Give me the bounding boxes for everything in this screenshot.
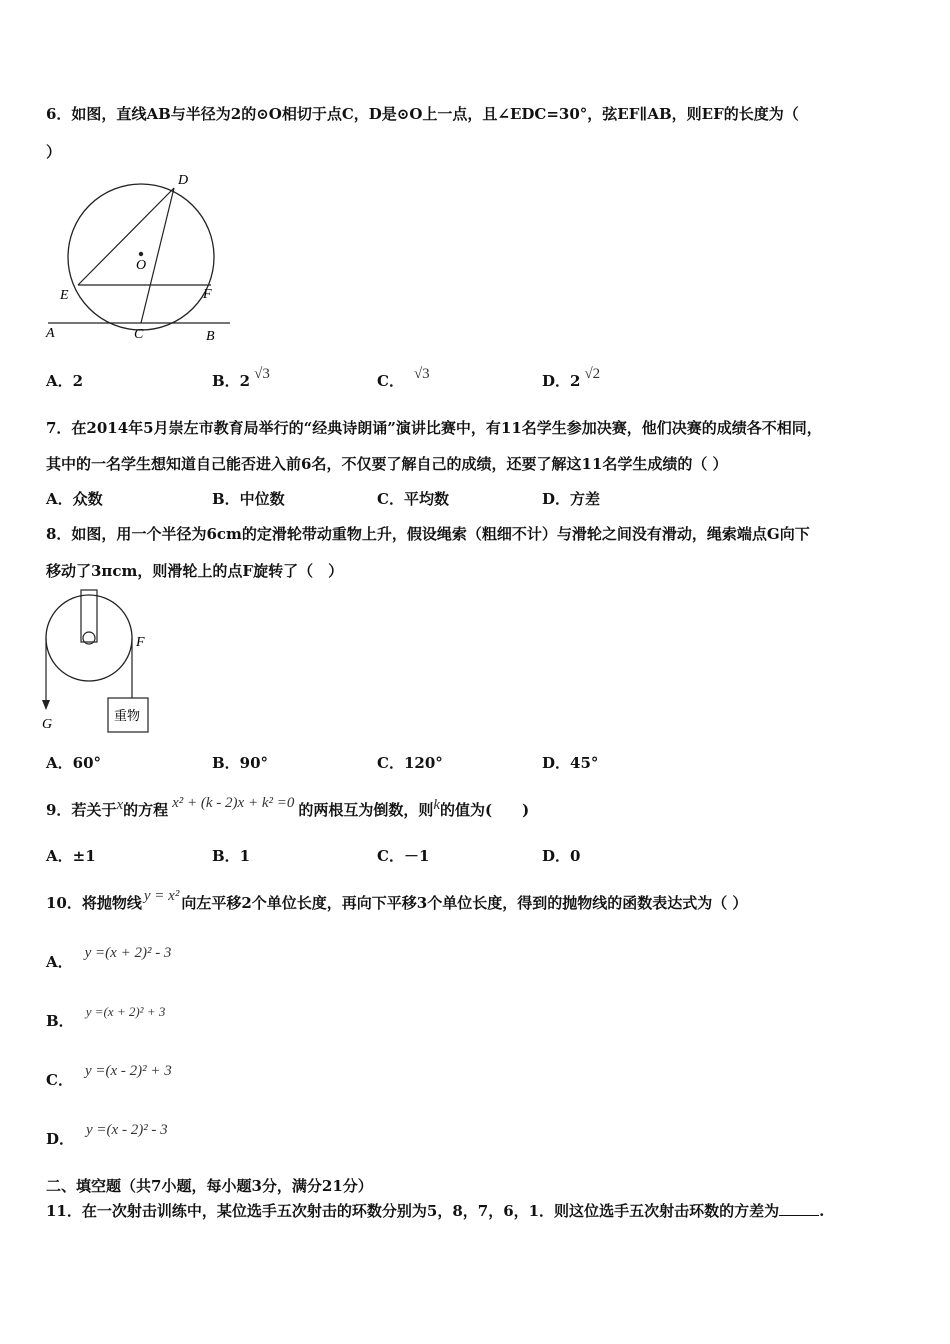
q6-stem-line2: ）	[46, 143, 62, 161]
circle-o	[68, 184, 214, 330]
q9-option-c: C．－1	[377, 847, 430, 865]
q8-option-c: C．120°	[377, 754, 443, 772]
weight-label: 重物	[114, 709, 141, 724]
q8-stem-line1: 8．如图，用一个半径为6cm的定滑轮带动重物上升，假设绳索（粗细不计）与滑轮之间没有滑动，绳索端点G向下	[46, 525, 810, 543]
segment-dc	[141, 188, 174, 323]
q10-formula-c: y =(x - 2)² + 3	[84, 1063, 172, 1079]
label-g: G	[42, 717, 53, 732]
q10-formula-a: y =(x + 2)² - 3	[84, 945, 172, 961]
sqrt3-b: √3	[254, 366, 270, 382]
q8-stem-line2: 移动了3πcm，则滑轮上的点F旋转了（ ）	[46, 562, 344, 580]
q6-stem-line1: 6．如图，直线AB与半径为2的⊙O相切于点C，D是⊙O上一点，且∠EDC=30°，弦EF∥AB，则EF的长度为（	[46, 105, 799, 123]
q10-option-c: C． y =(x - 2)² + 3	[46, 1063, 172, 1089]
q6-option-b: B．2 √3	[212, 366, 270, 390]
q8-option-b: B．90°	[212, 754, 269, 772]
q10-formula-d: y =(x - 2)² - 3	[86, 1122, 168, 1138]
sqrt2-d: √2	[584, 366, 601, 382]
q10-stem: 10．将抛物线 y = x² 向左平移2个单位长度，再向下平移3个单位长度，得到的抛物线的函数表达式为（ ）	[46, 888, 748, 912]
q10-option-a: A． y =(x + 2)² - 3	[46, 945, 172, 971]
q10-formula-b: y =(x + 2)² + 3	[85, 1004, 166, 1019]
q8-option-d: D．45°	[542, 754, 599, 772]
q7-option-d: D．方差	[542, 490, 601, 508]
label-a: A	[46, 326, 55, 341]
label-f: F	[203, 287, 212, 302]
arrow-down-icon	[42, 700, 50, 710]
q7-stem-line1: 7．在2014年5月崇左市教育局举行的“经典诗朗诵”演讲比赛中，有11名学生参加决赛，他们决赛的成绩各不相同，	[46, 419, 822, 437]
q10-option-b: B．y =(x + 2)² + 3	[46, 1004, 166, 1030]
label-f: F	[136, 635, 145, 650]
pulley-mount	[81, 590, 97, 642]
q6-option-a: A．2	[46, 372, 84, 390]
q6-option-d: D．2 √2	[542, 366, 601, 390]
q7-stem-line2: 其中的一名学生想知道自己能否进入前6名，不仅要了解自己的成绩，还要了解这11名学生成绩的（ ）	[46, 455, 728, 473]
q7-option-c: C．平均数	[377, 490, 449, 508]
label-o: O	[136, 258, 147, 273]
q8-pulley-figure	[40, 588, 155, 738]
label-b: B	[206, 329, 215, 344]
sqrt3-c: √3	[413, 366, 430, 382]
q9-option-d: D．0	[542, 847, 581, 865]
var-k: k	[433, 797, 441, 813]
q6-circle-figure	[40, 168, 240, 348]
q6-option-c: C． √3	[377, 366, 430, 390]
label-c: C	[134, 327, 144, 342]
q7-option-b: B．中位数	[212, 490, 285, 508]
q9-option-b: B．1	[212, 847, 251, 865]
q10-equation: y = x²	[143, 888, 180, 904]
label-e: E	[60, 288, 69, 303]
section-title: 二、填空题（共7小题，每小题3分，满分21分）	[46, 1177, 373, 1195]
q9-option-a: A．±1	[46, 847, 96, 865]
answer-blank[interactable]	[779, 1201, 819, 1216]
q9-stem: 9．若关于x的方程 x² + (k - 2)x + k² =0 的两根互为倒数，则k的值为( )	[46, 795, 530, 819]
q11-stem: 11．在一次射击训练中，某位选手五次射击的环数分别为5，8，7，6，1．则这位选手五次射击环数的方差为 .	[46, 1202, 825, 1220]
q10-option-d: D． y =(x - 2)² - 3	[46, 1122, 168, 1148]
q9-equation: x² + (k - 2)x + k² =0	[172, 795, 295, 811]
label-d: D	[178, 173, 189, 188]
q7-option-a: A．众数	[46, 490, 103, 508]
var-x: x	[116, 797, 124, 813]
q8-option-a: A．60°	[46, 754, 102, 772]
center-point	[139, 252, 143, 256]
